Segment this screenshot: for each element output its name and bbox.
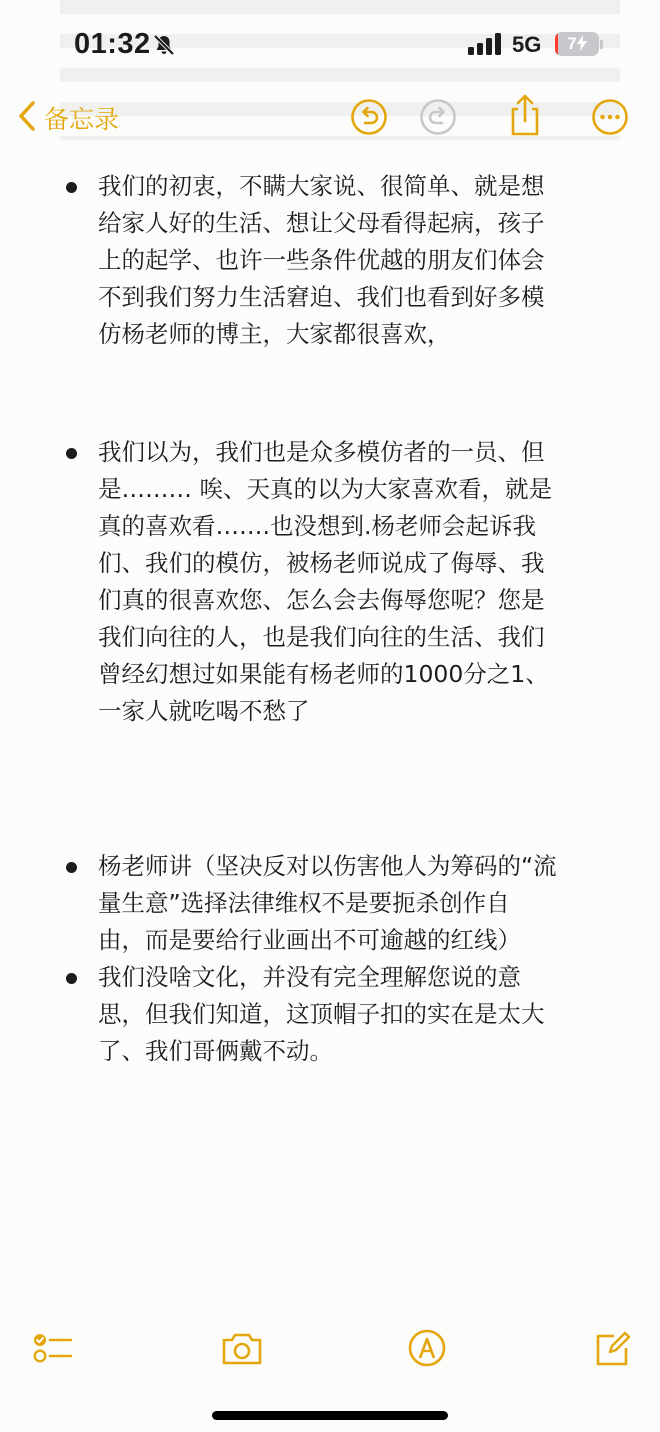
- battery-level-number: 7: [567, 34, 577, 53]
- network-type: 5G: [512, 32, 542, 57]
- undo-icon: [349, 122, 389, 141]
- battery-nub: [600, 40, 603, 49]
- charging-bolt-icon: [577, 35, 587, 51]
- list-item[interactable]: [62, 959, 622, 1070]
- list-item-text: 我们没啥文化，并没有完全理解您说的意 思，但我们知道，这顶帽子扣的实在是太大 了、我们哥俩戴不动。: [98, 963, 545, 1065]
- list-item-text: 我们的初衷，不瞒大家说、很简单、就是想 给家人好的生活、想让父母看得起病，孩子 上的起学、也许一些条件优越的朋友们体会 不到我们努力生活窘迫、我们也看到好多模 仿杨老师的博主，大家都很喜欢，: [98, 172, 545, 348]
- list-item[interactable]: [62, 168, 622, 353]
- redo-icon: [418, 122, 458, 141]
- status-time: 01:32: [74, 28, 151, 60]
- note-body[interactable]: [62, 168, 622, 1070]
- back-button[interactable]: [18, 98, 119, 138]
- list-item[interactable]: [62, 434, 622, 730]
- back-label: 备忘录: [44, 105, 120, 134]
- compose-button[interactable]: [590, 1326, 634, 1370]
- more-button[interactable]: [590, 97, 630, 137]
- list-item-text: 我们以为，我们也是众多模仿者的一员、但 是……… 唉、天真的以为大家喜欢看，就是 真的喜欢看…….也没想到.杨老师会起诉我 们、我们的模仿，被杨老师说成了侮辱、我 们真的很喜欢您、怎么会去侮辱您呢？您是 我们向往的人，也是我们向往的生活、我们 曾经幻想过如果能有杨老师的1000分之1、 一家人就吃喝不愁了: [98, 438, 552, 725]
- list-item-text: 杨老师讲（坚决反对以伤害他人为筹码的“流 量生意”选择法律维权不是要扼杀创作自 由，而是要给行业画出不可逾越的红线）: [98, 852, 557, 954]
- checklist-icon: [30, 1355, 74, 1374]
- share-icon: [505, 123, 545, 142]
- battery-icon: [555, 32, 599, 56]
- chevron-left-icon: [18, 100, 36, 136]
- more-icon: [590, 122, 630, 141]
- bell-slash-icon: [152, 33, 176, 61]
- markup-button[interactable]: [405, 1326, 449, 1370]
- checklist-button[interactable]: [30, 1326, 74, 1370]
- markup-pen-icon: [405, 1355, 449, 1374]
- bottom-toolbar: [0, 1320, 660, 1380]
- nav-bar: [0, 90, 660, 150]
- battery-level-text: [555, 32, 599, 56]
- redo-button[interactable]: [418, 97, 458, 137]
- list-item[interactable]: [62, 848, 622, 959]
- camera-button[interactable]: [219, 1326, 265, 1370]
- undo-button[interactable]: [349, 97, 389, 137]
- share-button[interactable]: [505, 92, 545, 138]
- home-indicator: [212, 1411, 448, 1420]
- signal-bars-icon: [468, 33, 504, 59]
- camera-icon: [219, 1355, 265, 1374]
- status-bar: [0, 0, 660, 90]
- compose-icon: [590, 1355, 634, 1374]
